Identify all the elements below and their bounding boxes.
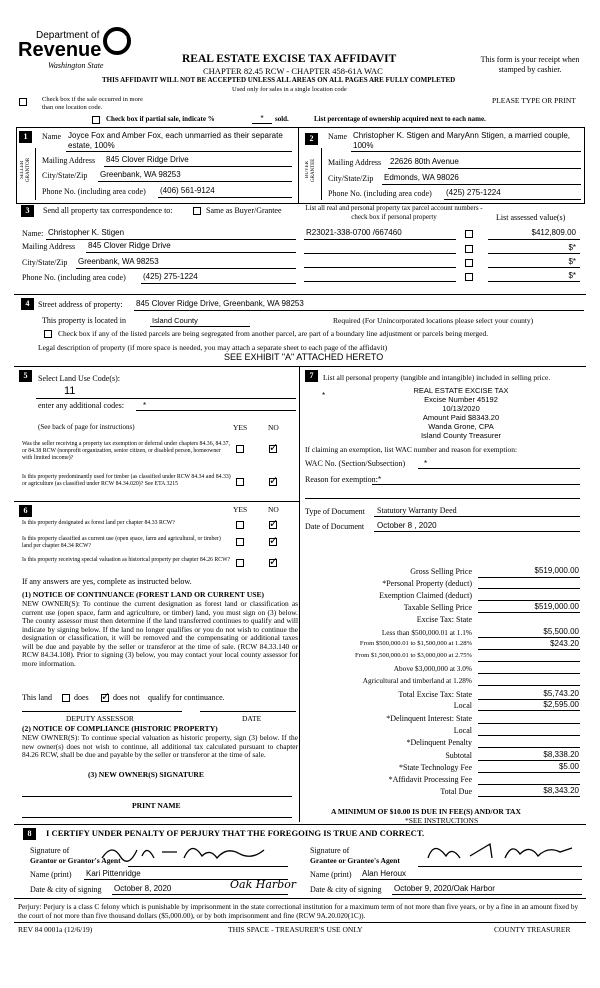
parcel-2-personal-checkbox[interactable] (465, 245, 473, 253)
tier-2-label: From $500,000.01 to $1,500,000 at 1.28% (359, 640, 472, 647)
gross-value[interactable]: $519,000.00 (534, 566, 579, 575)
print-name-label: PRINT NAME (132, 801, 181, 810)
s6-q2-yes[interactable] (236, 538, 244, 546)
s6-q3-no[interactable] (269, 559, 277, 567)
grantor-agent-label: Grantor or Grantor's Agent (30, 856, 121, 865)
street-address[interactable]: 845 Clover Ridge Drive, Greenbank, WA 98253 (136, 299, 304, 308)
s5-q2-yes[interactable] (236, 478, 244, 486)
legal-description[interactable]: SEE EXHIBIT "A" ATTACHED HERETO (224, 352, 384, 362)
tax-mailing-label: Mailing Address (22, 242, 76, 251)
exemption-deduct-label: Exemption Claimed (deduct) (379, 591, 472, 600)
sold-label: sold. (275, 115, 289, 123)
s5-q1-yes[interactable] (236, 445, 244, 453)
section-2-badge: 2 (305, 133, 318, 145)
notice-compliance-title: (2) NOTICE OF COMPLIANCE (HISTORIC PROPERTY) (22, 724, 218, 733)
grantee-agent-label: Grantee or Grantee's Agent (310, 856, 400, 865)
form-title: REAL ESTATE EXCISE TAX AFFIDAVIT (182, 53, 397, 65)
tier-5-label: Agricultural and timberland at 1.28% (362, 676, 472, 685)
seller-city-label: City/State/Zip (42, 171, 88, 180)
grantee-name[interactable]: Alan Heroux (362, 869, 407, 878)
tax-name-label: Name: (22, 229, 44, 238)
form-warning: THIS AFFIDAVIT WILL NOT BE ACCEPTED UNLESS ALL AREAS ON ALL PAGES ARE FULLY COMPLETED (102, 76, 456, 84)
certify-statement: I CERTIFY UNDER PENALTY OF PERJURY THAT THE FOREGOING IS TRUE AND CORRECT. (46, 828, 425, 838)
this-land-label: This land (22, 693, 52, 702)
s5-question-1: Was the seller receiving a property tax exemption or deferral under chapters 84.36, 84.37, or 84.38 RCW (nonprofit organization, senior citizen, or disabled person, homeowner with limited income)? (22, 441, 230, 462)
section-1-badge: 1 (19, 131, 32, 143)
parcel-1-personal-checkbox[interactable] (465, 230, 473, 238)
excise-state-label: Excise Tax: State (416, 615, 472, 624)
delinquent-penalty-label: *Delinquent Penalty (406, 738, 472, 747)
treasurer-use-only: THIS SPACE - TREASURER'S USE ONLY (228, 925, 363, 934)
local-value[interactable]: $2,595.00 (543, 700, 579, 709)
s6-q2-no[interactable] (269, 538, 277, 546)
assessed-header: List assessed value(s) (496, 213, 566, 222)
deputy-assessor-label: DEPUTY ASSESSOR (66, 714, 134, 723)
grantor-city[interactable]: Oak Harbor (230, 878, 297, 891)
stamp-line-4: Amount Paid $8343.20 (422, 413, 500, 422)
seller-grantor-label: SELLER GRANTOR (20, 157, 31, 183)
tax-table (300, 563, 585, 811)
treasurer-stamp (396, 386, 526, 440)
seller-name[interactable]: Joyce Fox and Amber Fox, each unmarried as their separate estate, 100% (68, 131, 283, 150)
tax-phone[interactable]: (425) 275-1224 (143, 272, 198, 281)
total-state-value[interactable]: $5,743.20 (543, 689, 579, 698)
total-state-label: Total Excise Tax: State (398, 690, 472, 699)
dept-line2: Revenue (18, 39, 102, 61)
seller-mailing-label: Mailing Address (42, 156, 96, 165)
tier-2-value[interactable]: $243.20 (550, 639, 579, 648)
tax-phone-label: Phone No. (including area code) (22, 273, 126, 282)
tax-mailing[interactable]: 845 Clover Ridge Drive (88, 241, 171, 250)
s5-q2-no[interactable] (269, 478, 277, 486)
buyer-phone-label: Phone No. (including area code) (328, 189, 432, 198)
tax-city[interactable]: Greenbank, WA 98253 (78, 257, 159, 266)
section-5-badge: 5 (19, 370, 32, 382)
section-6-badge: 6 (19, 505, 32, 517)
revenue-swirl-icon (102, 26, 132, 56)
parcel-3-personal-checkbox[interactable] (465, 259, 473, 267)
s5-yes-header: YES (233, 423, 248, 432)
stamp-line-2: Excise Number 45192 (424, 395, 498, 404)
local-label: Local (453, 701, 472, 710)
total-due-label: Total Due (440, 787, 472, 796)
partial-sale-checkbox[interactable] (92, 116, 100, 124)
stamp-line-1: REAL ESTATE EXCISE TAX (413, 386, 509, 395)
qualify-label: qualify for continuance. (148, 693, 225, 702)
tier-1-label: Less than $500,000.01 at 1.1% (381, 628, 472, 637)
buyer-name[interactable]: Christopher K. Stigen and MaryAnn Stigen, a married couple, 100% (353, 131, 571, 150)
section-4-badge: 4 (21, 298, 34, 310)
multi-location-checkbox[interactable] (19, 98, 27, 106)
see-instructions-note: *SEE INSTRUCTIONS (405, 816, 479, 825)
assessed-2[interactable]: $* (568, 243, 576, 252)
taxable-value[interactable]: $519,000.00 (534, 602, 579, 611)
dept-line3: Washington State (48, 61, 104, 70)
located-in-label: This property is located in (42, 316, 126, 325)
stamp-line-3: 10/13/2020 (442, 404, 480, 413)
land-use-label: Select Land Use Code(s): (38, 374, 120, 383)
additional-codes[interactable]: * (143, 401, 147, 410)
s6-question-2: Is this property classified as current use (open space, farm and agricultural, or timber) land per chapter 84.34 RCW? (22, 536, 221, 550)
assessed-4[interactable]: $* (568, 271, 576, 280)
segregated-checkbox[interactable] (44, 330, 52, 338)
does-label: does (74, 693, 89, 702)
grantor-name-label: Name (print) (30, 870, 72, 879)
notice-continuance-body: NEW OWNER(S): To continue the current designation as forest land or classification as current use (open space, farm and agriculture, or timber) land, you must sign on (3) below. The county assessor must then determine if the land transferred continues to qualify and will indicate by signing below. If the land no longer qualifies or you do not wish to continue the designation or classification, it will be removed and the compensating or additional taxes will be due and payable by the seller or transferor at the time of sale. (RCW 84.33.140 or RCW 84.34.108). Prior to signing (3) below, you may contact your local county assessor for more information. (22, 599, 298, 668)
partial-sale-value[interactable]: * (252, 114, 272, 124)
doc-date[interactable]: October 8 , 2020 (377, 521, 437, 530)
same-as-buyer-label: Same as Buyer/Grantee (206, 206, 282, 215)
subtotal-label: Subtotal (445, 751, 472, 760)
any-yes-note: If any answers are yes, complete as instructed below. (22, 577, 192, 586)
grantor-signature (92, 838, 272, 868)
reason-label: Reason for exemption: (305, 475, 378, 484)
assessed-3[interactable]: $* (568, 257, 576, 266)
s6-no-header: NO (268, 505, 279, 514)
please-type: PLEASE TYPE OR PRINT (492, 96, 576, 105)
grantee-sig-of-label: Signature of (310, 846, 350, 855)
tax-name[interactable]: Christopher K. Stigen (48, 228, 125, 237)
dept-logo (14, 30, 134, 76)
buyer-mailing-label: Mailing Address (328, 158, 382, 167)
grantor-sig-of-label: Signature of (30, 846, 70, 855)
section-3-badge: 3 (21, 205, 34, 217)
tier-4-label: Above $3,000,000 at 3.0% (393, 664, 472, 673)
parcel-1[interactable]: R23021-338-0700 /667460 (306, 228, 402, 237)
land-does-checkbox[interactable] (62, 694, 70, 702)
new-owner-signature-label: (3) NEW OWNER(S) SIGNATURE (88, 770, 204, 779)
parcel-4-personal-checkbox[interactable] (465, 273, 473, 281)
buyer-mailing[interactable]: 22626 80th Avenue (390, 157, 459, 166)
s5-question-2: Is this property predominantly used for timber (as classified under RCW 84.34 and 84.33) or agriculture (as classified under RCW 84.34.020)? See ETA 3215 (22, 474, 231, 488)
tax-city-label: City/State/Zip (22, 258, 68, 267)
minimum-fee-note: A MINIMUM OF $10.00 IS DUE IN FEE(S) AND/OR TAX (331, 807, 521, 816)
tier-1-value[interactable]: $5,500.00 (543, 627, 579, 636)
form-number: REV 84 0001a (12/6/19) (18, 925, 93, 934)
doc-type[interactable]: Statutory Warranty Deed (377, 506, 457, 515)
seller-name-label: Name (42, 132, 62, 141)
personal-property[interactable]: * (322, 391, 326, 400)
grantor-name[interactable]: Kari Pittenridge (86, 869, 141, 878)
grantee-date[interactable]: October 9, 2020/Oak Harbor (394, 884, 495, 893)
list-percentage-note: List percentage of ownership acquired next to each name. (314, 115, 486, 123)
perjury-note: Perjury: Perjury is a class C felony which is punishable by imprisonment in the state correctional institution for a maximum term of not more than five years, or by a fine in an amount fixed by the court of not more than five thousand dollars ($5,000.00), or by both imprisonment and fine (RCW 9A.20.020(1C)). (18, 902, 579, 920)
notice-continuance-title: (1) NOTICE OF CONTINUANCE (FOREST LAND OR CURRENT USE) (22, 590, 265, 599)
subtotal-value[interactable]: $8,338.20 (543, 750, 579, 759)
dept-line1: Department of (36, 30, 100, 41)
additional-codes-label: enter any additional codes: (38, 401, 124, 410)
exemption-reason[interactable]: * (378, 475, 382, 484)
list-personal-label: List all personal property (tangible and intangible) included in selling price. (323, 373, 551, 382)
does-not-label: does not (113, 693, 140, 702)
seller-mailing[interactable]: 845 Clover Ridge Drive (106, 155, 189, 164)
legal-description-label: Legal description of property (if more space is needed, you may attach a separate sheet to each page of the affidavit) (38, 343, 388, 352)
receipt-note: This form is your receipt when stamped by cashier. (480, 55, 580, 74)
grantor-date-city-label: Date & city of signing (30, 885, 102, 894)
form-subtitle: CHAPTER 82.45 RCW - CHAPTER 458-61A WAC (203, 66, 383, 76)
buyer-grantee-label: BUYER GRANTEE (305, 158, 316, 182)
s6-question-1: Is this property designated as forest land per chapter 84.33 RCW? (22, 520, 175, 526)
segregated-label: Check box if any of the listed parcels are being segregated from another parcel, are part of a boundary line adjustment or parcels being merged. (58, 329, 489, 338)
buyer-city[interactable]: Edmonds, WA 98026 (384, 173, 459, 182)
local-2-label: Local (453, 726, 472, 735)
tech-fee-label: *State Technology Fee (398, 763, 472, 772)
stamp-line-5: Wanda Grone, CPA (428, 422, 494, 431)
street-address-label: Street address of property: (38, 300, 123, 309)
stamp-line-6: Island County Treasurer (420, 431, 502, 440)
s6-yes-header: YES (233, 505, 248, 514)
doc-date-label: Date of Document (305, 522, 365, 531)
buyer-phone[interactable]: (425) 275-1224 (446, 188, 501, 197)
s5-q1-no[interactable] (269, 445, 277, 453)
county-required-note: Required (For Unincorporated locations please select your county) (333, 316, 534, 325)
doc-type-label: Type of Document (305, 507, 365, 516)
wac-number[interactable]: * (424, 459, 428, 468)
s6-q1-yes[interactable] (236, 521, 244, 529)
grantee-signature (420, 836, 580, 866)
land-use-code[interactable]: 11 (64, 385, 76, 397)
send-correspondence-label: Send all property tax correspondence to: (43, 206, 173, 215)
section-8-badge: 8 (23, 828, 36, 840)
s6-question-3: Is this property receiving special valuation as historical property per chapter 84.26 RCW? (22, 557, 231, 563)
taxable-label: Taxable Selling Price (403, 603, 472, 612)
s5-no-header: NO (268, 423, 279, 432)
land-does-not-checkbox[interactable] (101, 694, 109, 702)
single-location-note: Used only for sales in a single location code (232, 86, 347, 93)
delinquent-interest-label: *Delinquent Interest: State (386, 714, 472, 723)
s6-q3-yes[interactable] (236, 559, 244, 567)
notice-compliance-body: NEW OWNER(S): To continue special valuation as historic property, sign (3) below. If the new owner(s) does not wish to continue, all additional tax calculated pursuant to chapter 84.26 RCW, shall be due and payable by the seller or transferor at the time of sale. (22, 733, 298, 759)
assessor-date-label: DATE (242, 714, 262, 723)
multi-location-label: Check box if the sale occurred in more than one location code. (42, 96, 143, 111)
parcel-header: List all real and personal property tax parcel account numbers - check box if personal property (305, 204, 483, 221)
buyer-name-label: Name (328, 132, 348, 141)
exemption-claim-label: If claiming an exemption, list WAC number and reason for exemption: (305, 445, 518, 454)
grantor-date[interactable]: October 8, 2020 (114, 884, 172, 893)
same-as-buyer-checkbox[interactable] (193, 207, 201, 215)
see-back-note: (See back of page for instructions) (38, 423, 135, 431)
wac-label: WAC No. (Section/Subsection) (305, 459, 406, 468)
affidavit-fee-label: *Affidavit Processing Fee (388, 775, 472, 784)
total-due-value[interactable]: $8,343.20 (543, 786, 579, 795)
partial-sale-label: Check box if partial sale, indicate % (106, 115, 215, 123)
grantee-name-label: Name (print) (310, 870, 352, 879)
assessed-1[interactable]: $412,809.00 (531, 228, 576, 237)
tech-fee-value[interactable]: $5.00 (558, 762, 579, 771)
buyer-city-label: City/State/Zip (328, 174, 374, 183)
section-7-badge: 7 (305, 370, 318, 382)
seller-phone-label: Phone No. (including area code) (42, 187, 146, 196)
grantee-date-city-label: Date & city of signing (310, 885, 382, 894)
seller-phone[interactable]: (406) 561-9124 (160, 186, 215, 195)
county-treasurer-label: COUNTY TREASURER (494, 925, 571, 934)
s6-q1-no[interactable] (269, 521, 277, 529)
tier-3-label: From $1,500,000.01 to $3,000,000 at 2.75% (354, 652, 472, 659)
personal-deduct-label: *Personal Property (deduct) (382, 579, 472, 588)
gross-label: Gross Selling Price (410, 567, 472, 576)
county-select[interactable]: Island County (152, 316, 198, 325)
seller-city[interactable]: Greenbank, WA 98253 (100, 170, 181, 179)
